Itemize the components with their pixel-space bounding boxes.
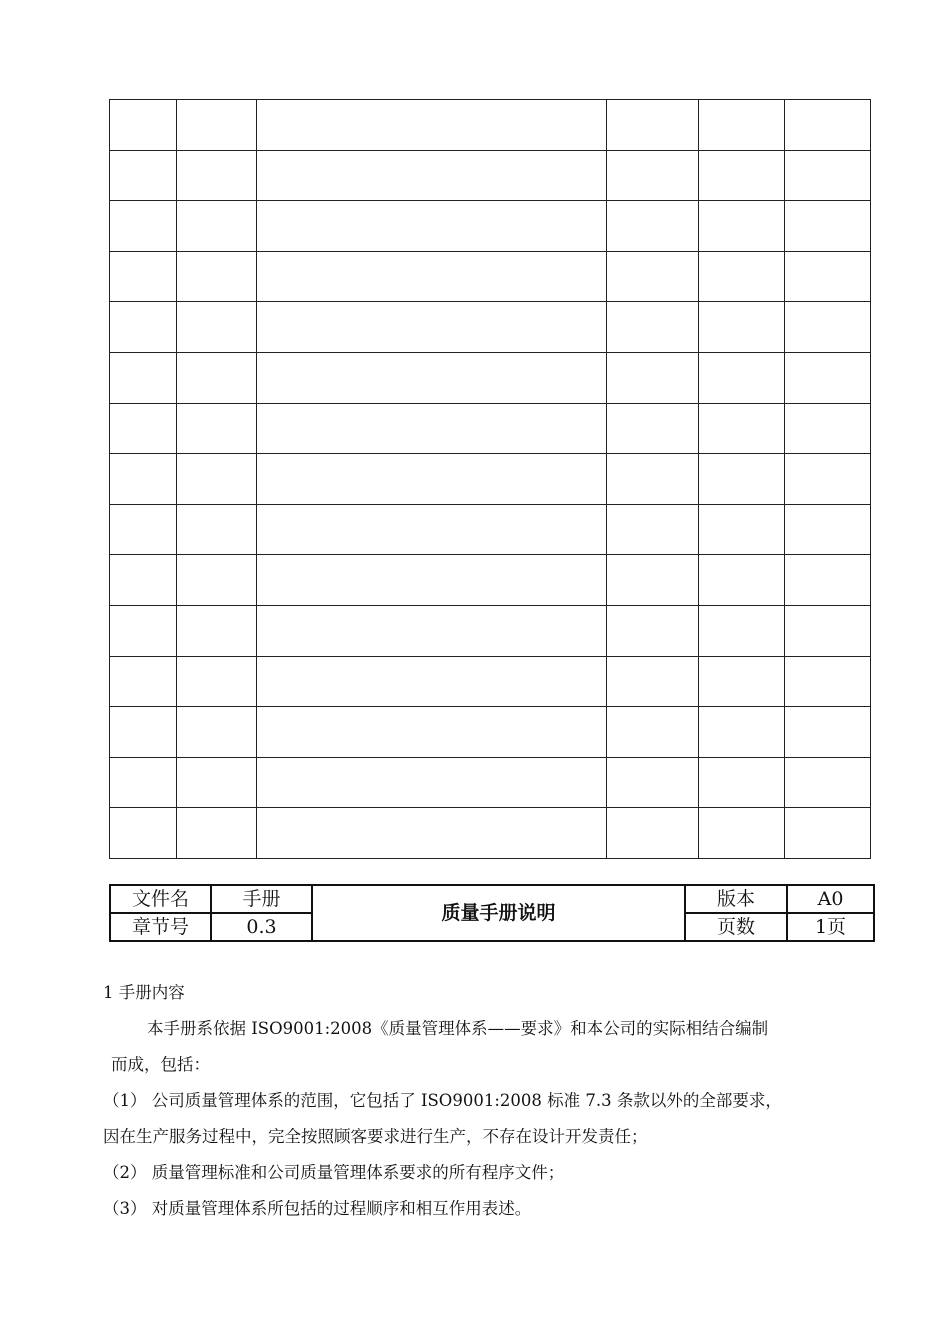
revision-record-cell	[177, 454, 257, 505]
revision-record-cell	[699, 504, 785, 555]
pages-label: 页数	[685, 913, 787, 941]
revision-record-cell	[699, 403, 785, 454]
revision-record-row	[110, 352, 871, 403]
revision-record-row	[110, 707, 871, 758]
revision-record-cell	[785, 201, 871, 252]
revision-record-cell	[607, 808, 699, 859]
revision-record-cell	[607, 403, 699, 454]
revision-record-cell	[177, 150, 257, 201]
revision-record-cell	[257, 403, 607, 454]
revision-record-row	[110, 251, 871, 302]
revision-record-cell	[110, 808, 177, 859]
revision-record-cell	[177, 757, 257, 808]
revision-record-cell	[699, 656, 785, 707]
revision-record-cell	[177, 707, 257, 758]
revision-record-row	[110, 100, 871, 151]
revision-record-row	[110, 808, 871, 859]
revision-record-cell	[607, 251, 699, 302]
revision-record-cell	[257, 302, 607, 353]
revision-record-cell	[785, 808, 871, 859]
revision-record-cell	[110, 555, 177, 606]
revision-record-cell	[785, 100, 871, 151]
revision-record-cell	[110, 707, 177, 758]
revision-record-cell	[177, 201, 257, 252]
revision-record-cell	[607, 352, 699, 403]
revision-record-cell	[257, 707, 607, 758]
revision-record-cell	[257, 504, 607, 555]
list-item-1-line-1: （1） 公司质量管理体系的范围，它包括了 ISO9001:2008 标准 7.3 条款以外的全部要求，	[103, 1091, 782, 1110]
revision-record-cell	[177, 605, 257, 656]
revision-record-cell	[785, 302, 871, 353]
revision-record-cell	[607, 656, 699, 707]
revision-record-cell	[699, 757, 785, 808]
document-header-table	[109, 884, 875, 942]
revision-record-cell	[177, 656, 257, 707]
list-item-3: （3） 对质量管理体系所包括的过程顺序和相互作用表述。	[103, 1199, 532, 1218]
revision-record-cell	[257, 757, 607, 808]
revision-record-cell	[257, 454, 607, 505]
intro-paragraph-line-1: 本手册系依据 ISO9001:2008《质量管理体系——要求》和本公司的实际相结合编制	[147, 1019, 769, 1038]
revision-record-cell	[257, 100, 607, 151]
revision-record-cell	[110, 454, 177, 505]
revision-record-cell	[257, 251, 607, 302]
revision-record-cell	[257, 201, 607, 252]
revision-record-cell	[110, 403, 177, 454]
revision-record-cell	[110, 150, 177, 201]
revision-record-cell	[785, 352, 871, 403]
revision-record-row	[110, 555, 871, 606]
revision-record-cell	[699, 100, 785, 151]
chapter-label: 章节号	[110, 913, 211, 941]
revision-record-cell	[257, 605, 607, 656]
version-label: 版本	[685, 885, 787, 913]
revision-record-row	[110, 201, 871, 252]
revision-record-cell	[785, 504, 871, 555]
revision-record-cell	[699, 707, 785, 758]
revision-record-cell	[785, 605, 871, 656]
revision-record-cell	[177, 504, 257, 555]
revision-record-row	[110, 656, 871, 707]
revision-record-cell	[785, 707, 871, 758]
revision-record-cell	[177, 808, 257, 859]
revision-record-cell	[257, 150, 607, 201]
revision-record-cell	[177, 352, 257, 403]
revision-record-cell	[177, 100, 257, 151]
file-name-value: 手册	[211, 885, 312, 913]
revision-record-cell	[699, 251, 785, 302]
revision-record-cell	[785, 251, 871, 302]
revision-record-cell	[607, 454, 699, 505]
revision-record-cell	[699, 808, 785, 859]
revision-record-cell	[699, 302, 785, 353]
revision-record-cell	[785, 403, 871, 454]
revision-record-cell	[177, 403, 257, 454]
revision-record-cell	[110, 504, 177, 555]
revision-record-cell	[257, 656, 607, 707]
revision-record-cell	[110, 201, 177, 252]
revision-record-row	[110, 403, 871, 454]
list-item-2: （2） 质量管理标准和公司质量管理体系要求的所有程序文件；	[103, 1163, 565, 1182]
revision-record-cell	[607, 504, 699, 555]
revision-record-cell	[785, 656, 871, 707]
revision-record-cell	[110, 251, 177, 302]
revision-record-cell	[257, 352, 607, 403]
chapter-value: 0.3	[211, 913, 312, 941]
revision-record-row	[110, 454, 871, 505]
revision-record-cell	[607, 150, 699, 201]
revision-record-cell	[607, 201, 699, 252]
revision-record-cell	[699, 352, 785, 403]
revision-record-cell	[110, 656, 177, 707]
revision-record-cell	[607, 757, 699, 808]
revision-record-table	[109, 99, 871, 859]
intro-paragraph-line-2: 而成，包括：	[111, 1055, 210, 1074]
revision-record-cell	[177, 251, 257, 302]
revision-record-cell	[110, 100, 177, 151]
list-item-1-line-2: 因在生产服务过程中，完全按照顾客要求进行生产，不存在设计开发责任；	[103, 1127, 648, 1146]
revision-record-cell	[607, 555, 699, 606]
revision-record-cell	[785, 757, 871, 808]
revision-record-cell	[177, 302, 257, 353]
revision-record-row	[110, 302, 871, 353]
revision-record-cell	[607, 100, 699, 151]
revision-record-cell	[785, 150, 871, 201]
revision-record-cell	[177, 555, 257, 606]
revision-record-row	[110, 504, 871, 555]
revision-record-cell	[607, 707, 699, 758]
revision-record-cell	[699, 150, 785, 201]
version-value: A0	[787, 885, 874, 913]
revision-record-cell	[699, 454, 785, 505]
revision-record-cell	[110, 352, 177, 403]
revision-record-rows	[110, 100, 871, 859]
revision-record-cell	[110, 757, 177, 808]
revision-record-cell	[699, 555, 785, 606]
file-name-label: 文件名	[110, 885, 211, 913]
revision-record-cell	[607, 605, 699, 656]
revision-record-cell	[699, 605, 785, 656]
revision-record-cell	[257, 555, 607, 606]
revision-record-cell	[785, 454, 871, 505]
revision-record-cell	[257, 808, 607, 859]
revision-record-row	[110, 757, 871, 808]
pages-value: 1页	[787, 913, 874, 941]
revision-record-cell	[110, 302, 177, 353]
revision-record-row	[110, 605, 871, 656]
revision-record-row	[110, 150, 871, 201]
document-title: 质量手册说明	[312, 885, 685, 941]
revision-record-cell	[785, 555, 871, 606]
revision-record-cell	[110, 605, 177, 656]
revision-record-cell	[607, 302, 699, 353]
revision-record-cell	[699, 201, 785, 252]
section-heading: 1 手册内容	[103, 983, 185, 1002]
